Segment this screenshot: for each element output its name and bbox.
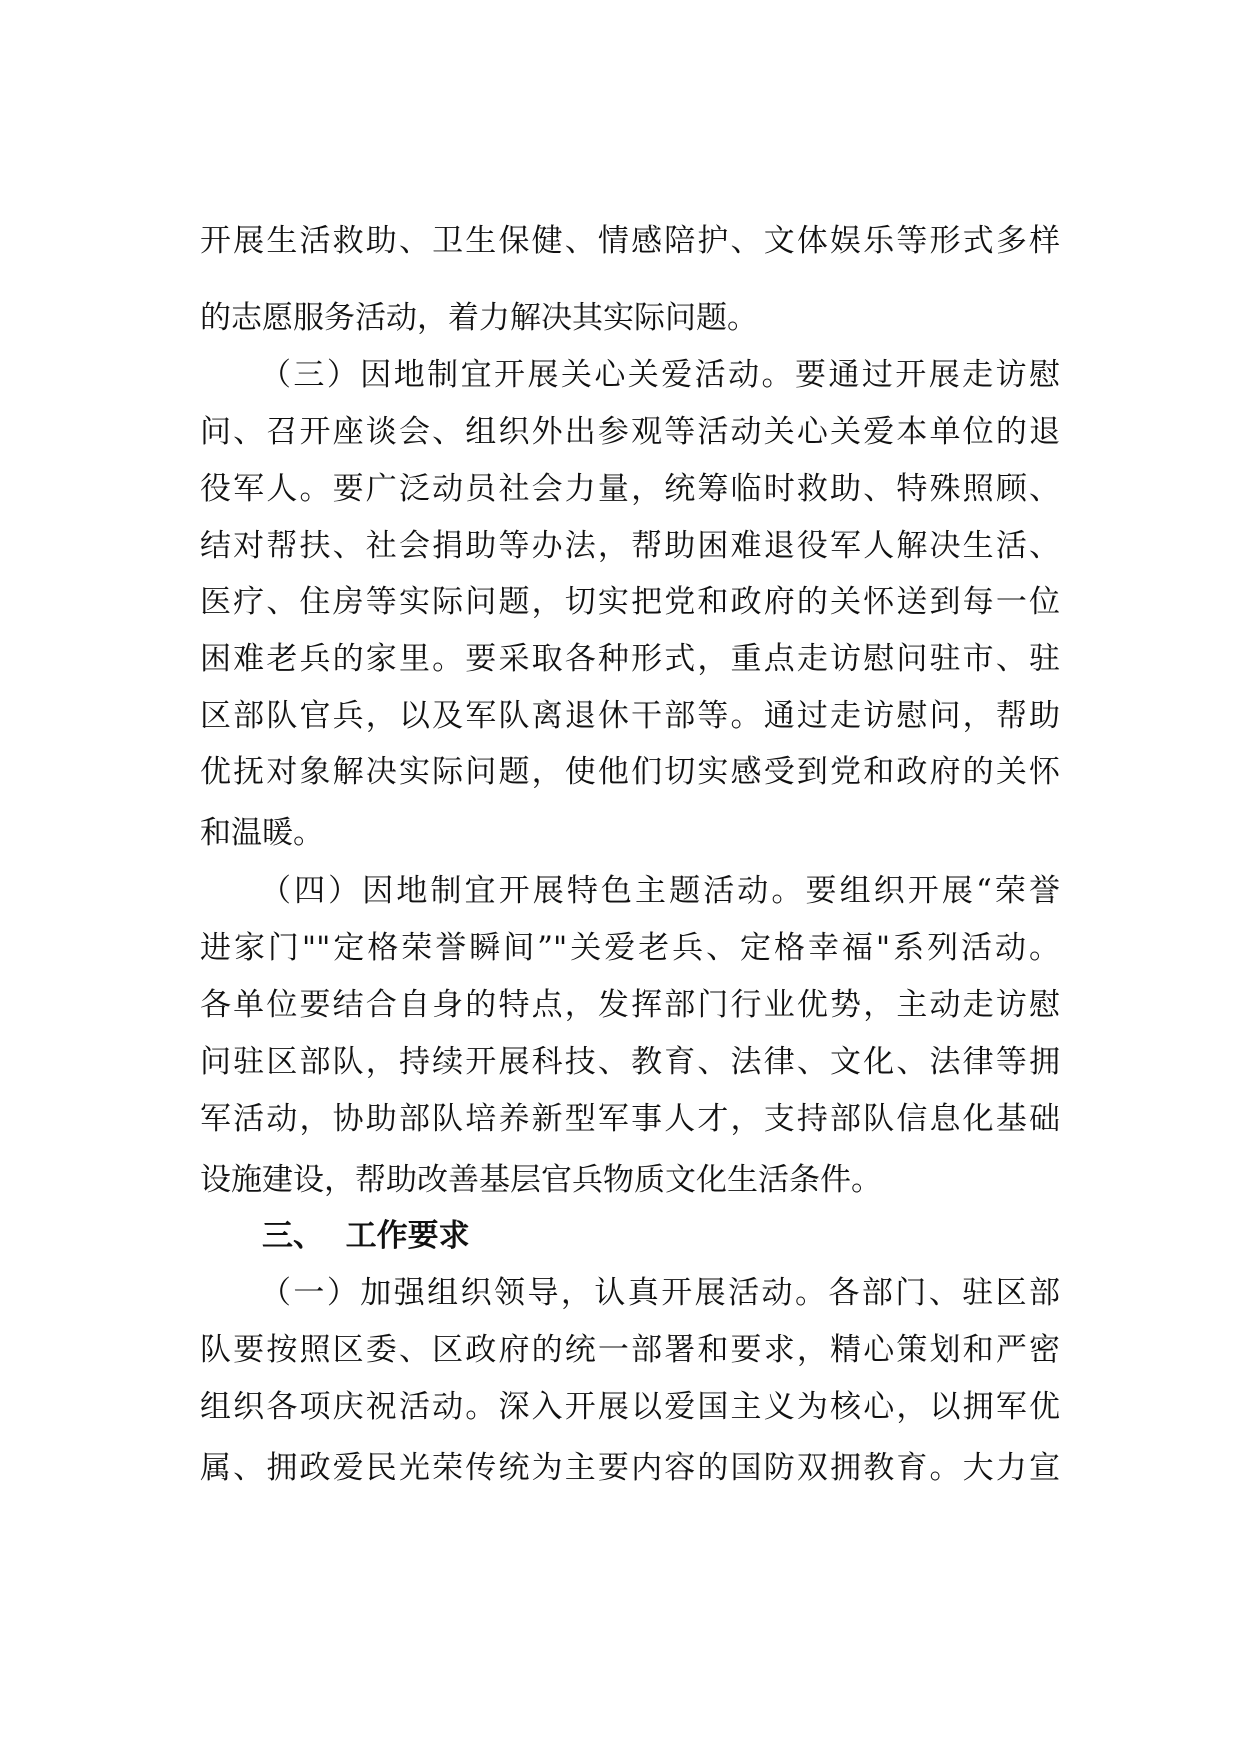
body-text-line: 属、拥政爱民光荣传统为主要内容的国防双拥教育。大力宣 [200, 1450, 1060, 1486]
body-text-line: 军活动，协助部队培养新型军事人才，支持部队信息化基础 [200, 1101, 1060, 1137]
body-text-line: 医疗、住房等实际问题，切实把党和政府的关怀送到每一位 [200, 584, 1060, 620]
paragraph-heading-line: （一）加强组织领导，认真开展活动。各部门、驻区部 [260, 1275, 1060, 1311]
body-text-line: 区部队官兵，以及军队离退休干部等。通过走访慰问，帮助 [200, 698, 1060, 734]
paragraph-heading-line: （三）因地制宜开展关心关爱活动。要通过开展走访慰 [260, 357, 1060, 393]
body-text-line: 队要按照区委、区政府的统一部署和要求，精心策划和严密 [200, 1332, 1060, 1368]
body-text-line: 问、召开座谈会、组织外出参观等活动关心关爱本单位的退 [200, 414, 1060, 450]
body-text-line: 的志愿服务活动，着力解决其实际问题。 [200, 300, 758, 336]
section-heading: 三、 工作要求 [262, 1218, 470, 1254]
body-text-line: 困难老兵的家里。要采取各种形式，重点走访慰问驻市、驻 [200, 641, 1060, 677]
body-text-line: 和温暖。 [200, 815, 324, 851]
body-text-line: 问驻区部队，持续开展科技、教育、法律、文化、法律等拥 [200, 1044, 1060, 1080]
body-text-line: 设施建设，帮助改善基层官兵物质文化生活条件。 [200, 1162, 882, 1198]
body-text-line: 各单位要结合自身的特点，发挥部门行业优势，主动走访慰 [200, 987, 1060, 1023]
paragraph-heading-line: （四）因地制宜开展特色主题活动。要组织开展“荣誉 [260, 873, 1060, 909]
body-text-line: 开展生活救助、卫生保健、情感陪护、文体娱乐等形式多样 [200, 223, 1060, 259]
body-text-line: 役军人。要广泛动员社会力量，统筹临时救助、特殊照顾、 [200, 471, 1060, 507]
body-text-line: 优抚对象解决实际问题，使他们切实感受到党和政府的关怀 [200, 754, 1060, 790]
body-text-line: 进家门""定格荣誉瞬间”"关爱老兵、定格幸福"系列活动。 [200, 930, 1060, 966]
body-text-line: 组织各项庆祝活动。深入开展以爱国主义为核心，以拥军优 [200, 1389, 1060, 1425]
body-text-line: 结对帮扶、社会捐助等办法，帮助困难退役军人解决生活、 [200, 528, 1060, 564]
